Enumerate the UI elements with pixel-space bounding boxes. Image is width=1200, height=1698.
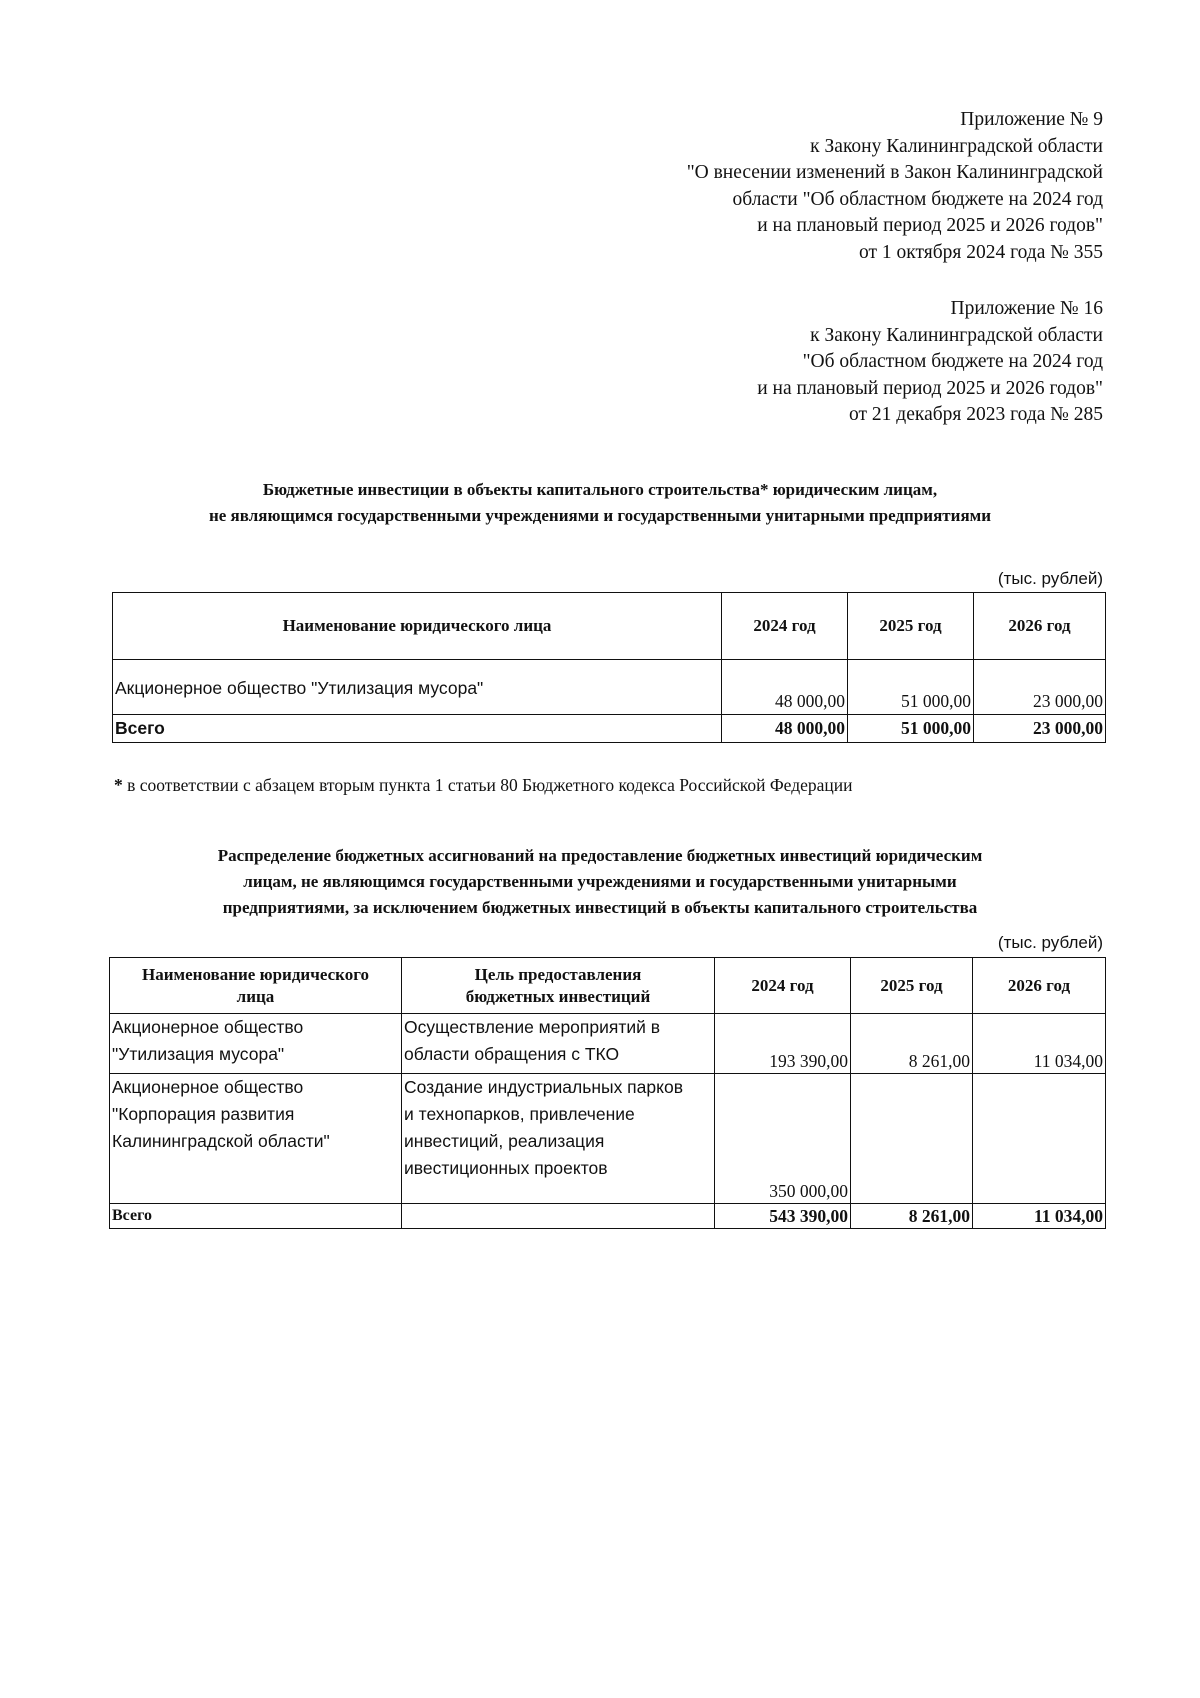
- cell-line: инвестиций, реализация: [404, 1131, 605, 1151]
- amount-2024: 193 390,00: [715, 1014, 851, 1074]
- appendix-16-line: к Закону Калининградской области: [810, 324, 1103, 346]
- section-2-units: (тыс. рублей): [997, 933, 1103, 952]
- footnote: [114, 775, 853, 796]
- appendix-9-line: к Закону Калининградской области: [810, 135, 1103, 157]
- column-header-name: Наименование юридического лица: [113, 593, 722, 660]
- footnote-text: в соответствии с абзацем вторым пункта 1 статьи 80 Бюджетного кодекса Российской Федерации: [122, 775, 853, 795]
- section-1-units: (тыс. рублей): [997, 569, 1103, 588]
- appendix-9-line: "О внесении изменений в Закон Калининградской: [686, 162, 1103, 183]
- table-row: [110, 1074, 1106, 1204]
- legal-entity-name: [110, 1074, 402, 1204]
- column-header-2026: 2026 год: [973, 958, 1106, 1014]
- capital-construction-investments-table: [112, 592, 1106, 743]
- legal-entity-name: [110, 1014, 402, 1074]
- section-1-title-line: не являющимся государственными учреждениями и государственными унитарными предприятиями: [208, 506, 992, 525]
- investment-allocation-table: [109, 957, 1106, 1229]
- amount-2025: 51 000,00: [848, 660, 974, 715]
- legal-entity-name: Акционерное общество "Утилизация мусора": [113, 660, 722, 715]
- total-purpose-empty: [402, 1204, 715, 1229]
- section-2-title-line: предприятиями, за исключением бюджетных инвестиций в объекты капитального строительства: [222, 898, 978, 917]
- total-2026: 11 034,00: [973, 1204, 1106, 1229]
- cell-line: Акционерное общество: [112, 1017, 304, 1037]
- cell-line: Акционерное общество: [112, 1077, 304, 1097]
- cell-line: области обращения с ТКО: [404, 1044, 620, 1064]
- section-1-title-line: Бюджетные инвестиции в объекты капитального строительства* юридическим лицам,: [262, 480, 938, 499]
- table-header-row: [113, 593, 1106, 660]
- cell-line: ивестиционных проектов: [404, 1158, 608, 1178]
- total-2025: 51 000,00: [848, 715, 974, 743]
- investment-purpose: [402, 1074, 715, 1204]
- total-2025: 8 261,00: [851, 1204, 973, 1229]
- column-header-name: [110, 958, 402, 1014]
- cell-line: Осуществление мероприятий в: [404, 1017, 661, 1037]
- total-2024: 48 000,00: [722, 715, 848, 743]
- column-header-2024: 2024 год: [722, 593, 848, 660]
- appendix-16-line: Приложение № 16: [950, 298, 1103, 319]
- appendix-9-line: и на плановый период 2025 и 2026 годов": [757, 215, 1103, 236]
- total-label: Всего: [113, 715, 722, 743]
- amount-2024: 350 000,00: [715, 1074, 851, 1204]
- appendix-9-header: [687, 107, 1103, 266]
- amount-2025: [851, 1074, 973, 1204]
- header-line: лица: [236, 986, 275, 1006]
- appendix-9-line: Приложение № 9: [960, 109, 1103, 130]
- footnote-mark: *: [114, 775, 123, 795]
- investment-purpose: [402, 1014, 715, 1074]
- cell-line: "Корпорация развития: [112, 1104, 295, 1124]
- column-header-purpose: [402, 958, 715, 1014]
- total-label: Всего: [110, 1204, 402, 1229]
- table-header-row: [110, 958, 1106, 1014]
- total-2024: 543 390,00: [715, 1204, 851, 1229]
- table-total-row: [113, 715, 1106, 743]
- appendix-16-line: и на плановый период 2025 и 2026 годов": [757, 377, 1103, 399]
- amount-2026: 23 000,00: [974, 660, 1106, 715]
- amount-2025: 8 261,00: [851, 1014, 973, 1074]
- section-1-title: [100, 477, 1100, 529]
- table-row: [113, 660, 1106, 715]
- column-header-2025: 2025 год: [851, 958, 973, 1014]
- cell-line: Калининградской области": [112, 1131, 330, 1151]
- appendix-9-line: от 1 октября 2024 года № 355: [859, 241, 1103, 263]
- table-row: [110, 1014, 1106, 1074]
- cell-line: и технопарков, привлечение: [404, 1104, 635, 1124]
- appendix-16-line: "Об областном бюджете на 2024 год: [802, 351, 1103, 372]
- section-2-title-line: лицам, не являющимся государственными учреждениями и государственными унитарными: [243, 872, 957, 891]
- column-header-2024: 2024 год: [715, 958, 851, 1014]
- section-2-title: [100, 843, 1100, 921]
- total-2026: 23 000,00: [974, 715, 1106, 743]
- cell-line: Создание индустриальных парков: [404, 1077, 684, 1097]
- table-total-row: [110, 1204, 1106, 1229]
- amount-2026: [973, 1074, 1106, 1204]
- appendix-16-line: от 21 декабря 2023 года № 285: [849, 404, 1103, 425]
- column-header-2026: 2026 год: [974, 593, 1106, 660]
- appendix-9-line: области "Об областном бюджете на 2024 год: [732, 188, 1103, 210]
- cell-line: "Утилизация мусора": [112, 1044, 285, 1064]
- appendix-16-header: [757, 296, 1103, 429]
- header-line: бюджетных инвестиций: [465, 986, 651, 1006]
- header-line: Цель предоставления: [474, 964, 642, 984]
- column-header-2025: 2025 год: [848, 593, 974, 660]
- amount-2026: 11 034,00: [973, 1014, 1106, 1074]
- header-line: Наименование юридического: [142, 964, 369, 984]
- section-2-title-line: Распределение бюджетных ассигнований на предоставление бюджетных инвестиций юридическим: [217, 846, 983, 865]
- amount-2024: 48 000,00: [722, 660, 848, 715]
